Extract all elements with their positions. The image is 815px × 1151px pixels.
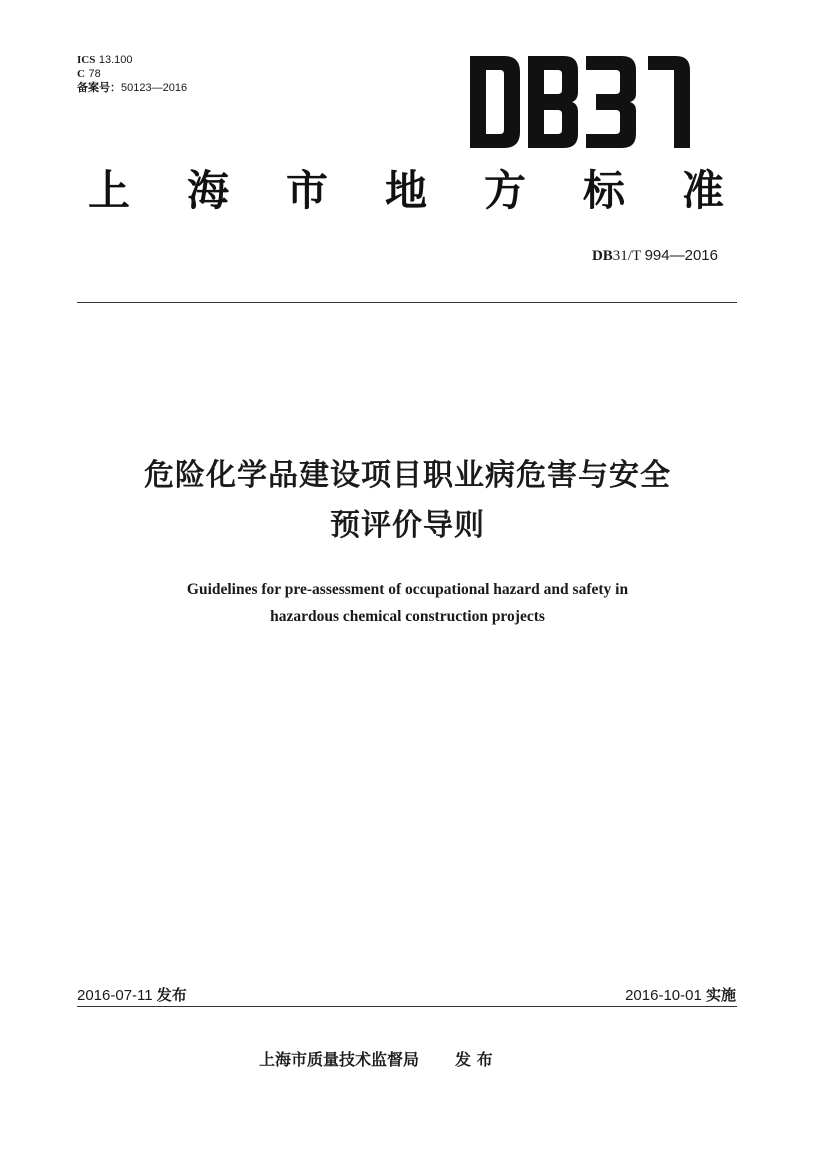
document-title-en-line1: Guidelines for pre-assessment of occupational hazard and safety in	[186, 581, 629, 598]
filing-value: 50123—2016	[121, 82, 188, 94]
document-title-cn-line1: 危险化学品建设项目职业病危害与安全	[144, 458, 671, 493]
issuer-action: 发 布	[455, 1050, 493, 1069]
standard-metadata	[77, 53, 187, 95]
filing-line	[77, 81, 187, 95]
issue-label: 发布	[156, 986, 187, 1004]
ccs-label: C	[77, 68, 85, 80]
header-divider	[77, 302, 737, 303]
issue-date: 2016-07-11	[77, 987, 153, 1004]
code-prefix: DB	[591, 248, 613, 264]
heading-char: 上	[88, 166, 131, 215]
effective-date-line	[625, 984, 736, 1005]
code-number: 994—2016	[644, 247, 718, 264]
ccs-value: 78	[88, 68, 101, 80]
issuer-name: 上海市质量技术监督局	[259, 1050, 420, 1069]
heading-char: 海	[187, 166, 230, 215]
ics-value: 13.100	[98, 54, 133, 66]
heading-char: 市	[286, 166, 329, 215]
code-series: 31/T	[612, 248, 641, 264]
document-title-en-line2: hazardous chemical construction projects	[270, 608, 545, 625]
effective-date: 2016-10-01	[625, 987, 702, 1004]
footer-divider	[77, 1006, 737, 1007]
document-title-cn-line2: 预评价导则	[330, 508, 485, 543]
ccs-line	[77, 67, 187, 81]
effective-label: 实施	[705, 986, 736, 1004]
filing-label: 备案号：	[77, 81, 121, 94]
logo-letter-b	[528, 56, 578, 148]
standard-code	[592, 247, 718, 265]
heading-char: 地	[385, 166, 428, 215]
issuing-authority	[259, 1047, 493, 1070]
heading-char: 准	[682, 166, 725, 215]
heading-char: 标	[583, 166, 626, 215]
logo-letter-d	[470, 56, 520, 148]
ics-line	[77, 53, 187, 67]
logo-letter-3	[586, 56, 636, 148]
issue-date-line	[77, 984, 187, 1005]
logo-letter-1	[648, 56, 690, 148]
standard-type-heading	[0, 166, 815, 216]
db31-logo	[470, 56, 690, 148]
heading-char: 方	[484, 166, 527, 215]
ics-label: ICS	[77, 54, 96, 66]
